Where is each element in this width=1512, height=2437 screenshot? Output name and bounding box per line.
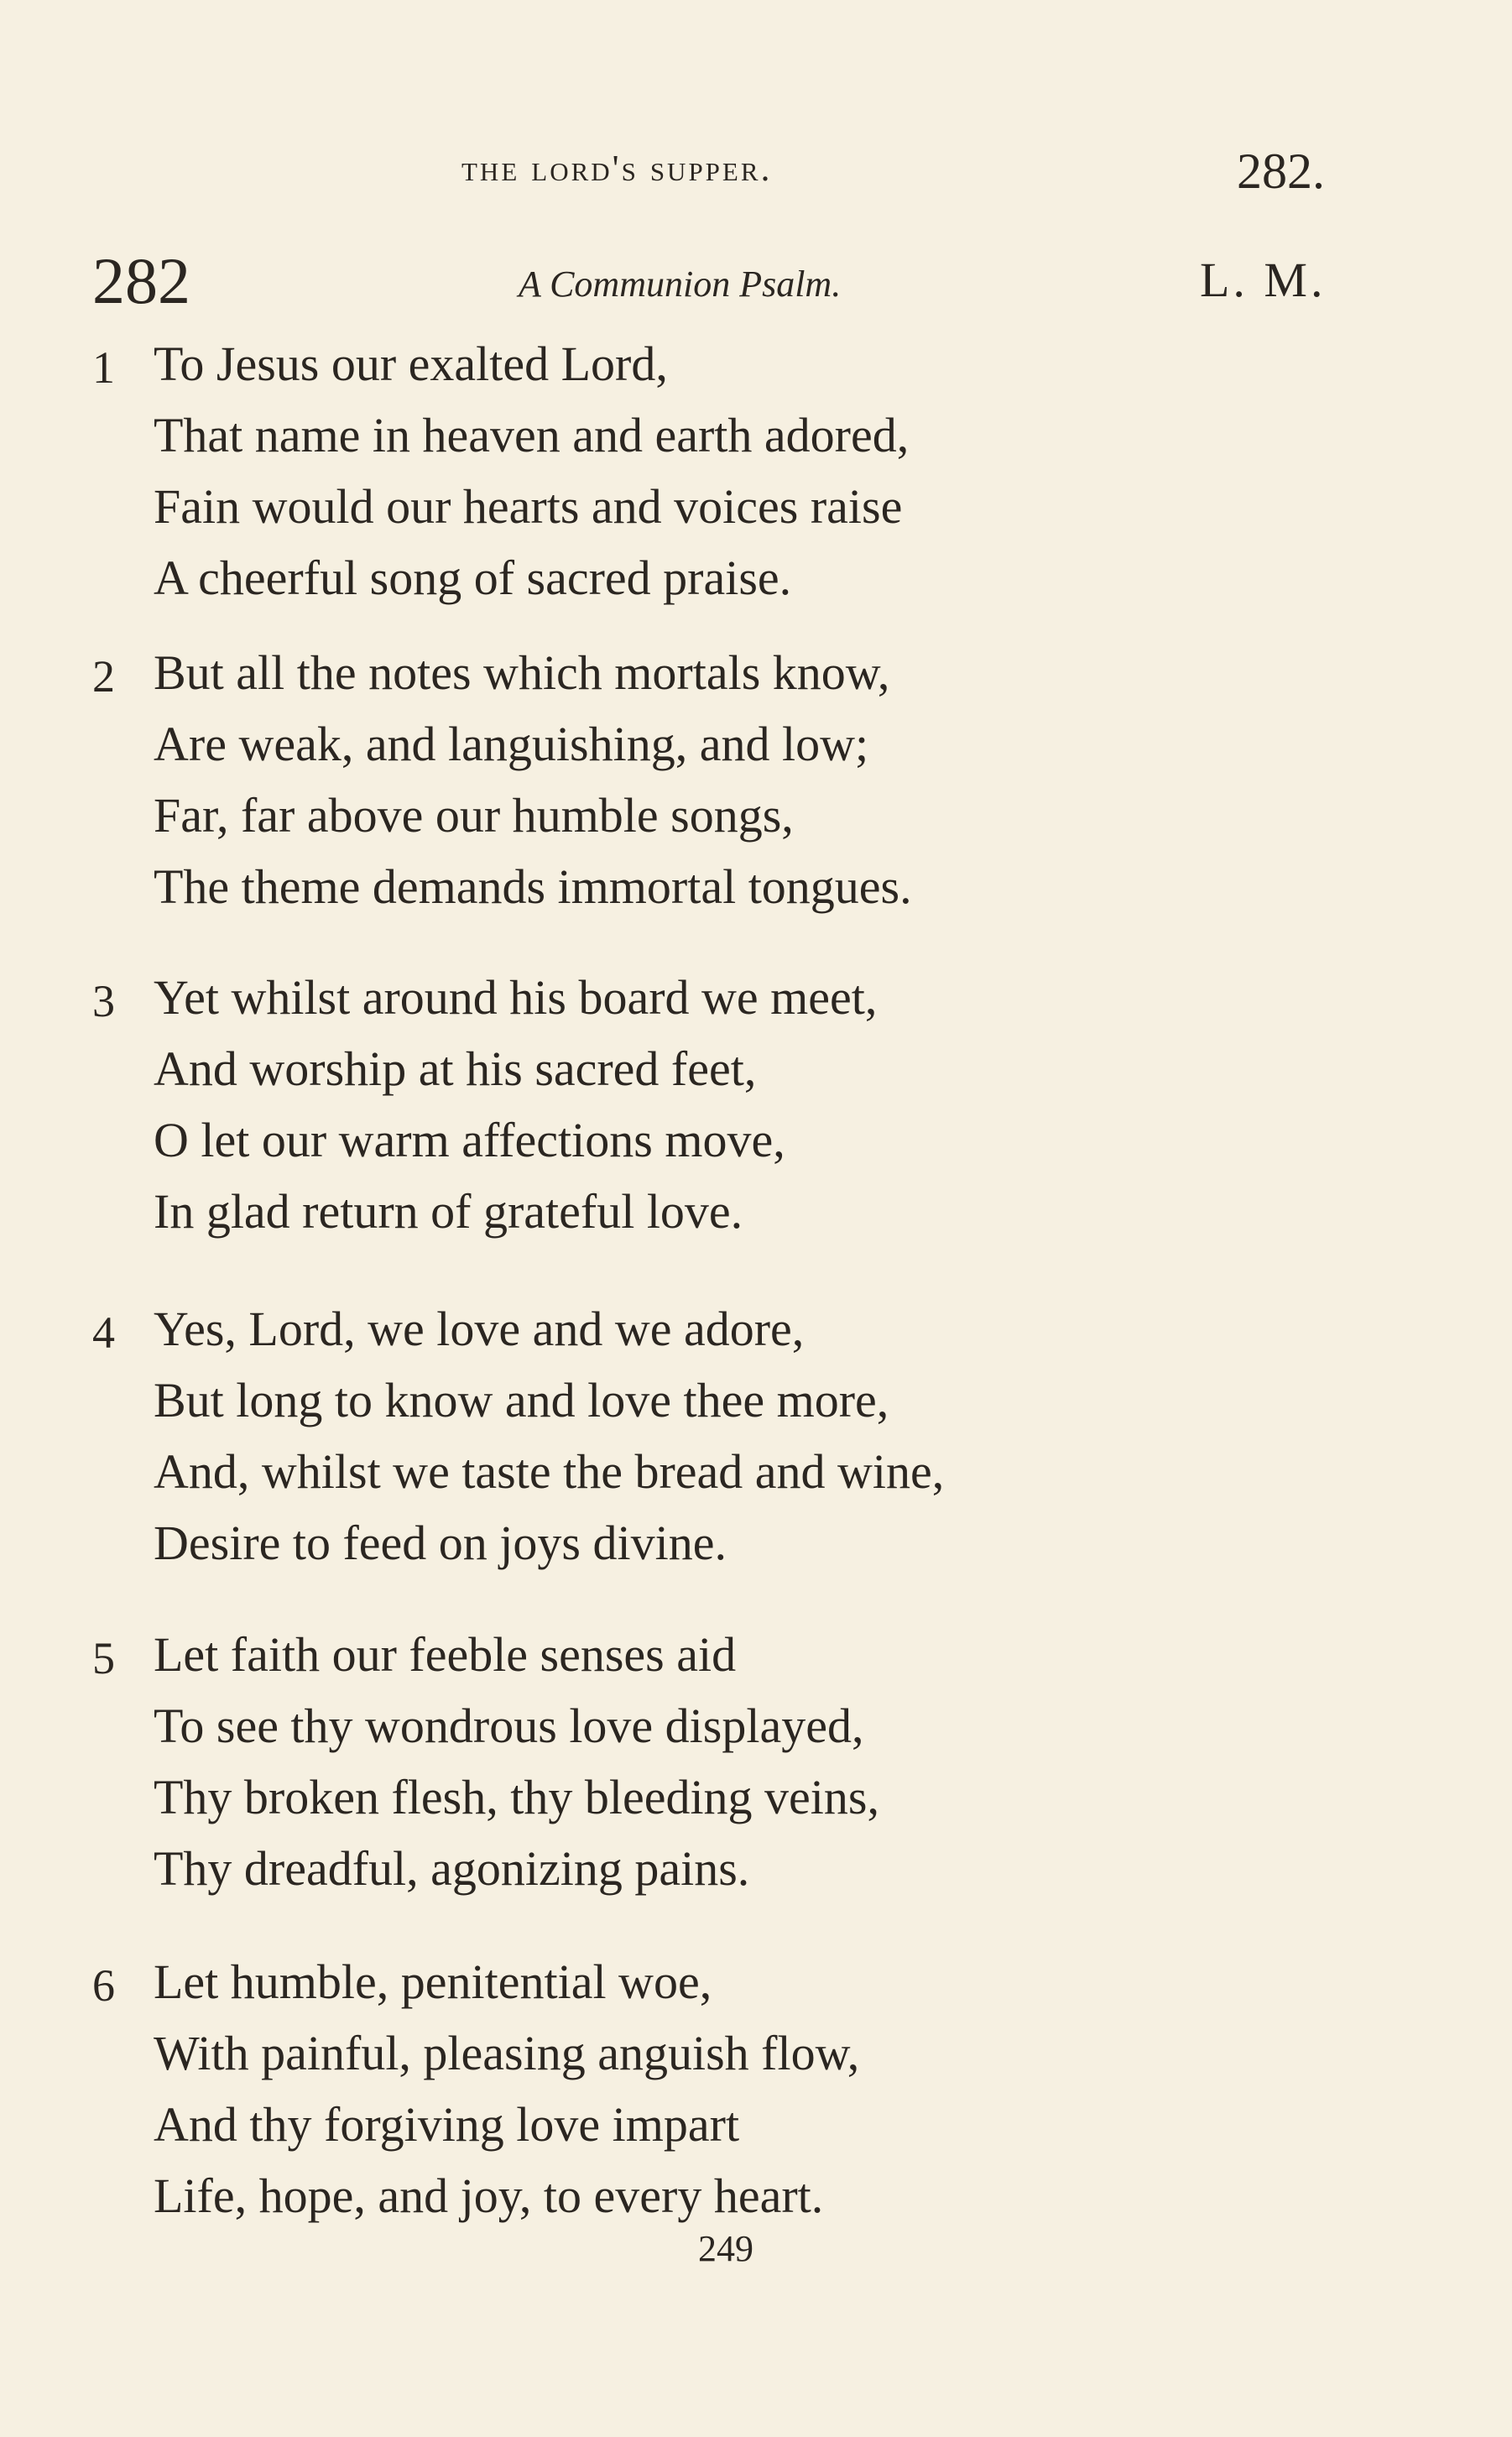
verse-line: And thy forgiving love impart: [154, 2097, 740, 2152]
verse-line: And, whilst we taste the bread and wine,: [154, 1444, 945, 1499]
hymn-title: A Communion Psalm.: [519, 264, 842, 305]
verse-line: Desire to feed on joys divine.: [154, 1516, 727, 1570]
stanza-number: 5: [92, 1633, 115, 1683]
stanza-number: 1: [92, 342, 115, 393]
verse-line: That name in heaven and earth adored,: [154, 408, 910, 462]
page-number: 249: [698, 2228, 753, 2269]
verse-line: Fain would our hearts and voices raise: [154, 479, 903, 534]
verse-line: With painful, pleasing anguish flow,: [154, 2026, 860, 2080]
stanza-number: 3: [92, 976, 115, 1026]
hymn-number: 282: [92, 244, 190, 317]
page-reference: 282.: [1237, 144, 1325, 199]
verse-line: In glad return of grateful love.: [154, 1184, 743, 1239]
verse-line: Are weak, and languishing, and low;: [154, 717, 869, 771]
verse-line: The theme demands immortal tongues.: [154, 859, 912, 914]
stanza-number: 4: [92, 1307, 115, 1358]
verse-line: But all the notes which mortals know,: [154, 645, 890, 700]
verse-line: Let humble, penitential woe,: [154, 1954, 712, 2009]
verse-line: Let faith our feeble senses aid: [154, 1627, 737, 1682]
verse-line: O let our warm affections move,: [154, 1113, 785, 1167]
verse-line: Yes, Lord, we love and we adore,: [154, 1302, 805, 1356]
hymn-meter: L. M.: [1200, 253, 1327, 307]
verse-line: But long to know and love thee more,: [154, 1373, 889, 1427]
stanza-number: 6: [92, 1960, 115, 2011]
running-title: the lord's supper.: [461, 148, 773, 189]
verse-line: Life, hope, and joy, to every heart.: [154, 2168, 824, 2223]
verse-line: A cheerful song of sacred praise.: [154, 551, 792, 605]
verse-line: Far, far above our humble songs,: [154, 788, 794, 843]
stanza-number: 2: [92, 651, 115, 702]
verse-line: To see thy wondrous love displayed,: [154, 1699, 864, 1753]
verse-line: Yet whilst around his board we meet,: [154, 970, 878, 1025]
verse-line: Thy broken flesh, thy bleeding veins,: [154, 1770, 879, 1824]
verse-line: To Jesus our exalted Lord,: [154, 337, 668, 391]
verse-line: Thy dreadful, agonizing pains.: [154, 1841, 750, 1896]
verse-line: And worship at his sacred feet,: [154, 1041, 757, 1096]
